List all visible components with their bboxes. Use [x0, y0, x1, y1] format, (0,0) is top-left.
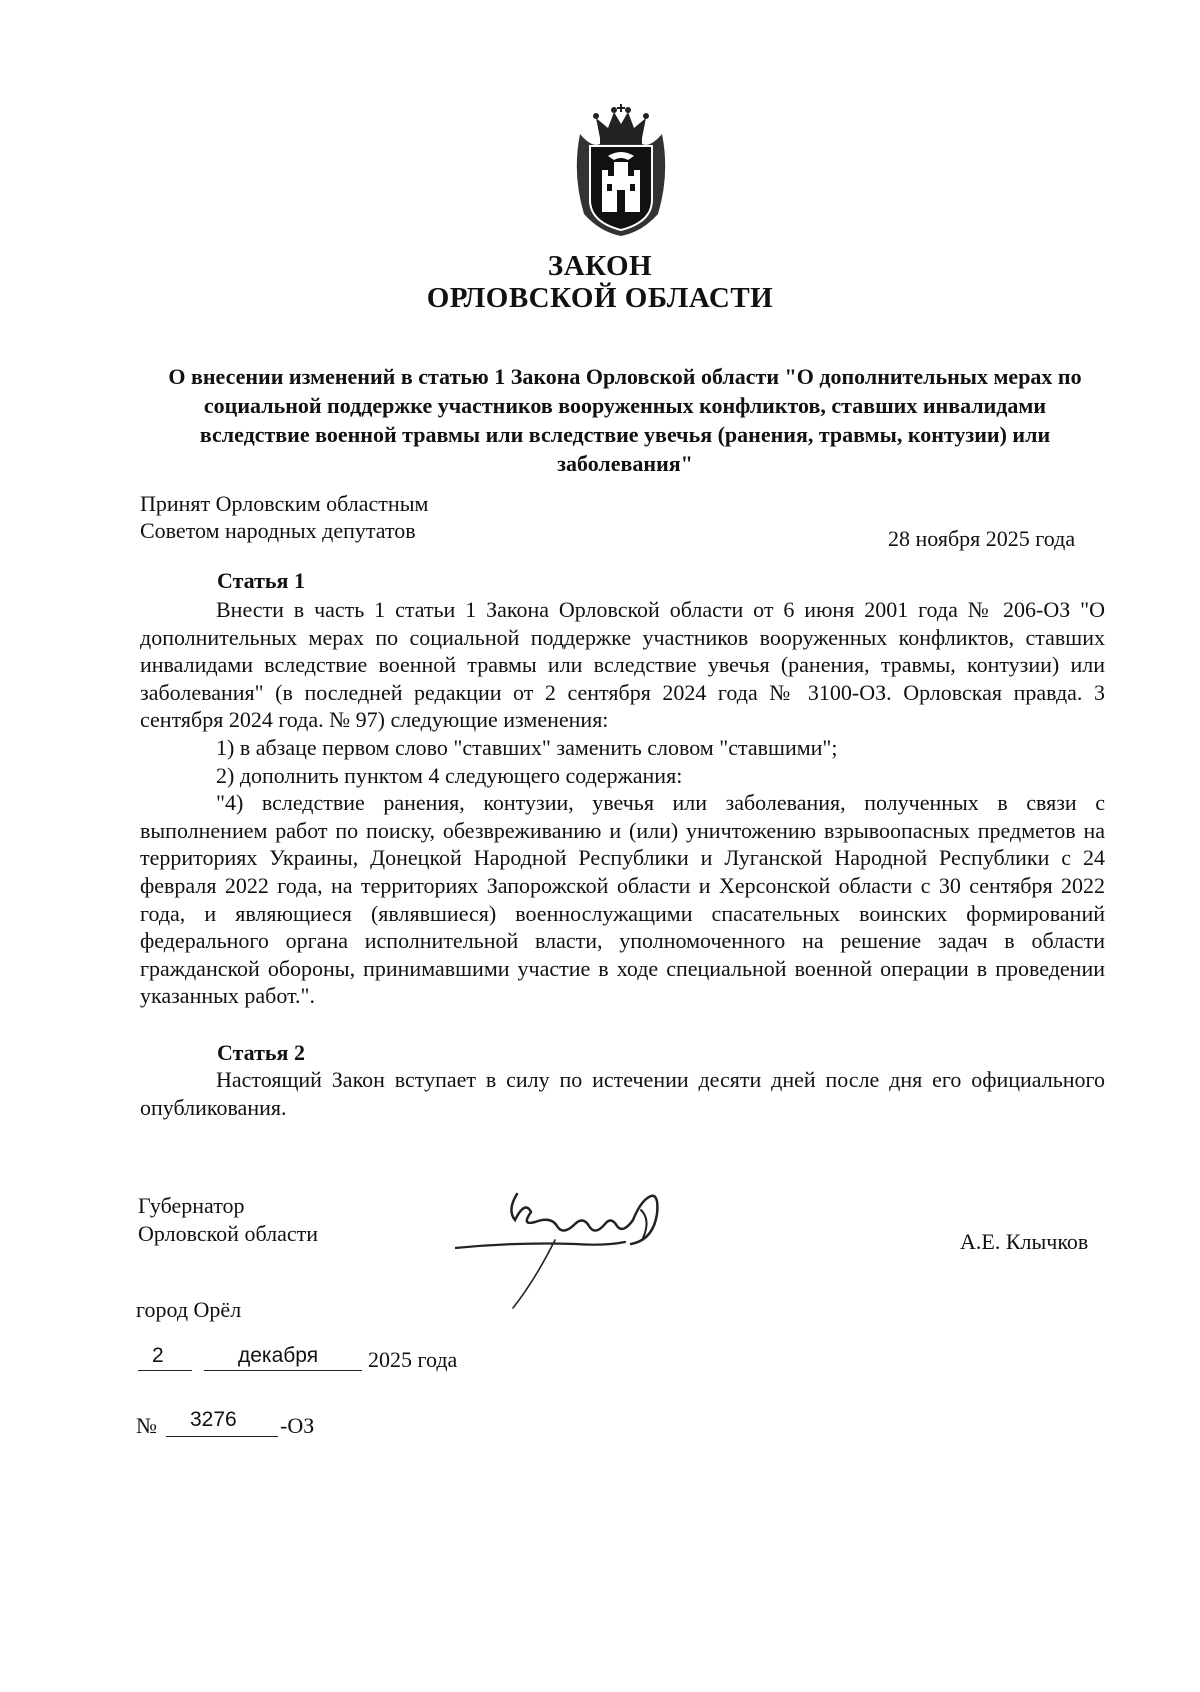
- article-1-item-2: 2) дополнить пунктом 4 следующего содержания:: [216, 762, 683, 788]
- article-1-item-1: 1) в абзаце первом слово "ставших" заменить словом "ставшими";: [216, 734, 838, 760]
- signer-title-line-2: Орловской области: [138, 1221, 318, 1246]
- city-name: город Орёл: [136, 1297, 242, 1322]
- adopted-date: 28 ноября 2025 года: [888, 526, 1076, 551]
- signer-name: А.Е. Клычков: [960, 1229, 1089, 1254]
- sign-year: 2025 года: [368, 1347, 458, 1372]
- law-subtitle: О внесении изменений в статью 1 Закона Орловской области "О дополнительных мерах по социальной поддержке участников вооруженных конфликтов, ставших инвалидами вследствие военной травмы или вследствие увечья (ранения, травмы, контузии) или заболевания": [168, 364, 1082, 476]
- article-1-body: [140, 596, 1105, 1010]
- law-number-underline: [166, 1436, 278, 1437]
- law-number: 3276: [190, 1408, 237, 1431]
- article-1-item-4-text: "4) вследствие ранения, контузии, увечья или заболевания, полученных в связи с выполнением работ по поиску, обезвреживанию и (или) уничтожению взрывоопасных предметов на территориях Украины, Донецкой Народной Республики и Луганской Народной Республики с 24 февраля 2022 года, на территориях Запорожской области и Херсонской области с 30 сентября 2022 года, и являющиеся (являвшиеся) военнослужащими спасательных воинских формирований федерального органа исполнительной власти, уполномоченного на решение задач в области гражданской обороны, принимавшими участие в ходе специальной военной операции в проведении указанных работ.".: [140, 790, 1105, 1009]
- adopted-line-2: Советом народных депутатов: [140, 518, 416, 543]
- article-2-body: [140, 1066, 1105, 1121]
- signer-title-line-1: Губернатор: [138, 1193, 245, 1218]
- article-2-heading: Статья 2: [217, 1040, 305, 1065]
- sign-day-underline: [138, 1370, 192, 1371]
- article-2-paragraph: Настоящий Закон вступает в силу по истечении десяти дней после дня его официального опубликования.: [140, 1067, 1105, 1120]
- article-1-heading: Статья 1: [217, 568, 305, 593]
- article-1-paragraph: Внести в часть 1 статьи 1 Закона Орловской области от 6 июня 2001 года № 206-ОЗ "О дополнительных мерах по социальной поддержке участников вооруженных конфликтов, ставших инвалидами вследствие военной травмы или вследствие увечья (ранения, травмы, контузии) или заболевания" (в последней редакции от 2 сентября 2024 года № 3100-ОЗ. Орловская правда. 3 сентября 2024 года. № 97) следующие изменения:: [140, 597, 1105, 733]
- number-suffix: -ОЗ: [280, 1413, 315, 1438]
- sign-month: декабря: [238, 1344, 319, 1367]
- adopted-line-1: Принят Орловским областным: [140, 491, 429, 516]
- governor-signature: [455, 1180, 685, 1320]
- sign-day: 2: [152, 1344, 164, 1367]
- title-line-2: ОРЛОВСКОЙ ОБЛАСТИ: [426, 282, 774, 314]
- coat-of-arms-emblem: [570, 104, 672, 240]
- sign-month-underline: [204, 1370, 362, 1371]
- title-line-1: ЗАКОН: [547, 250, 653, 282]
- number-prefix: №: [136, 1413, 157, 1438]
